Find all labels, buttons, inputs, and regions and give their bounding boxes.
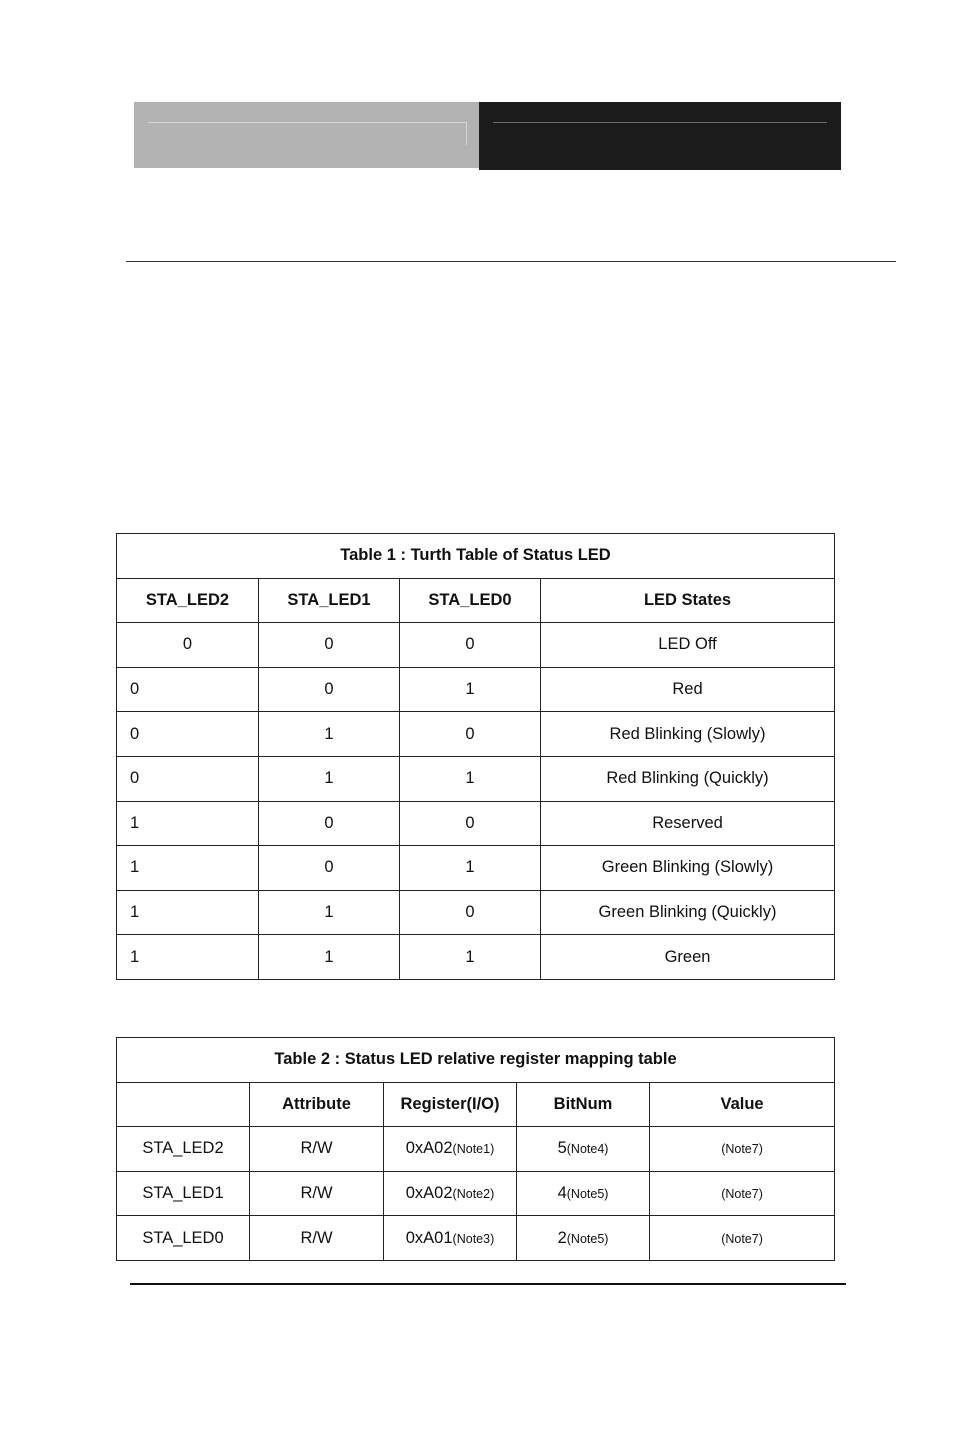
value-note: (Note7)	[721, 1187, 763, 1202]
table-cell: 0	[259, 846, 400, 891]
table-cell: 0	[117, 712, 259, 757]
register-attribute: R/W	[250, 1127, 384, 1172]
table-cell: 1	[117, 935, 259, 980]
register-mapping-table	[116, 1037, 835, 1261]
register-name: STA_LED1	[117, 1171, 250, 1216]
register-address	[384, 1171, 517, 1216]
column-header	[117, 1082, 250, 1127]
table-cell: 1	[259, 756, 400, 801]
table-row	[117, 1171, 835, 1216]
value-note: (Note7)	[721, 1142, 763, 1157]
table-cell: Reserved	[541, 801, 835, 846]
table-cell: Red	[541, 667, 835, 712]
table-cell: 1	[400, 667, 541, 712]
column-header: LED States	[541, 578, 835, 623]
column-header: Attribute	[250, 1082, 384, 1127]
value-note: (Note7)	[721, 1231, 763, 1246]
table-row	[117, 1216, 835, 1261]
table-cell: Green Blinking (Quickly)	[541, 890, 835, 935]
register-address-value: 0xA02	[405, 1139, 453, 1158]
register-note: (Note1)	[452, 1142, 495, 1157]
table-row	[117, 667, 835, 712]
bitnum-note: (Note5)	[566, 1231, 609, 1246]
table-cell: 0	[400, 801, 541, 846]
table-row	[117, 1127, 835, 1172]
register-address	[384, 1127, 517, 1172]
table2-caption: Table 2 : Status LED relative register mapping table	[117, 1038, 835, 1083]
bitnum-note: (Note4)	[566, 1142, 609, 1157]
table1-caption: Table 1 : Turth Table of Status LED	[117, 534, 835, 579]
table-row	[117, 712, 835, 757]
table-cell: 0	[117, 623, 259, 668]
header-right-line	[493, 122, 827, 123]
table-cell: Red Blinking (Slowly)	[541, 712, 835, 757]
table-cell: 1	[259, 935, 400, 980]
table-caption-row	[117, 1038, 835, 1083]
register-address-value: 0xA02	[405, 1184, 453, 1203]
table-cell: 0	[117, 756, 259, 801]
table-cell: Green	[541, 935, 835, 980]
table-cell: 0	[259, 801, 400, 846]
register-bitnum	[517, 1171, 650, 1216]
column-header: STA_LED2	[117, 578, 259, 623]
register-attribute: R/W	[250, 1171, 384, 1216]
register-value	[650, 1171, 835, 1216]
register-note: (Note2)	[452, 1187, 495, 1202]
column-header: STA_LED0	[400, 578, 541, 623]
table-caption-row	[117, 534, 835, 579]
table-cell: 0	[400, 623, 541, 668]
register-note: (Note3)	[452, 1231, 495, 1246]
table-cell: 1	[400, 935, 541, 980]
column-header: Register(I/O)	[384, 1082, 517, 1127]
table-cell: 1	[400, 846, 541, 891]
register-value	[650, 1127, 835, 1172]
table-header-row	[117, 578, 835, 623]
table-cell: 1	[259, 712, 400, 757]
table-cell: 1	[259, 890, 400, 935]
column-header: BitNum	[517, 1082, 650, 1127]
table-row	[117, 935, 835, 980]
register-address-value: 0xA01	[405, 1228, 453, 1247]
register-bitnum	[517, 1127, 650, 1172]
table-cell: 0	[259, 667, 400, 712]
table-row	[117, 756, 835, 801]
bottom-divider	[130, 1283, 846, 1285]
register-bitnum	[517, 1216, 650, 1261]
header-band-left	[134, 102, 480, 168]
header-band-right	[479, 102, 841, 170]
table-cell: 1	[400, 756, 541, 801]
table-header-row	[117, 1082, 835, 1127]
status-led-truth-table	[116, 533, 835, 980]
table-cell: Red Blinking (Quickly)	[541, 756, 835, 801]
column-header: STA_LED1	[259, 578, 400, 623]
table-cell: 0	[117, 667, 259, 712]
table-row	[117, 623, 835, 668]
bitnum-value: 4	[557, 1184, 567, 1203]
register-attribute: R/W	[250, 1216, 384, 1261]
table-cell: LED Off	[541, 623, 835, 668]
top-divider	[126, 261, 896, 262]
table-cell: 1	[117, 801, 259, 846]
register-address	[384, 1216, 517, 1261]
table-cell: 1	[117, 890, 259, 935]
register-name: STA_LED0	[117, 1216, 250, 1261]
bitnum-value: 2	[557, 1228, 567, 1247]
table-row	[117, 890, 835, 935]
table-row	[117, 801, 835, 846]
table-cell: Green Blinking (Slowly)	[541, 846, 835, 891]
column-header: Value	[650, 1082, 835, 1127]
table-cell: 0	[259, 623, 400, 668]
header-left-line	[148, 122, 467, 145]
table-cell: 0	[400, 712, 541, 757]
table-cell: 1	[117, 846, 259, 891]
bitnum-value: 5	[557, 1139, 567, 1158]
table-cell: 0	[400, 890, 541, 935]
register-name: STA_LED2	[117, 1127, 250, 1172]
bitnum-note: (Note5)	[566, 1187, 609, 1202]
register-value	[650, 1216, 835, 1261]
table-row	[117, 846, 835, 891]
